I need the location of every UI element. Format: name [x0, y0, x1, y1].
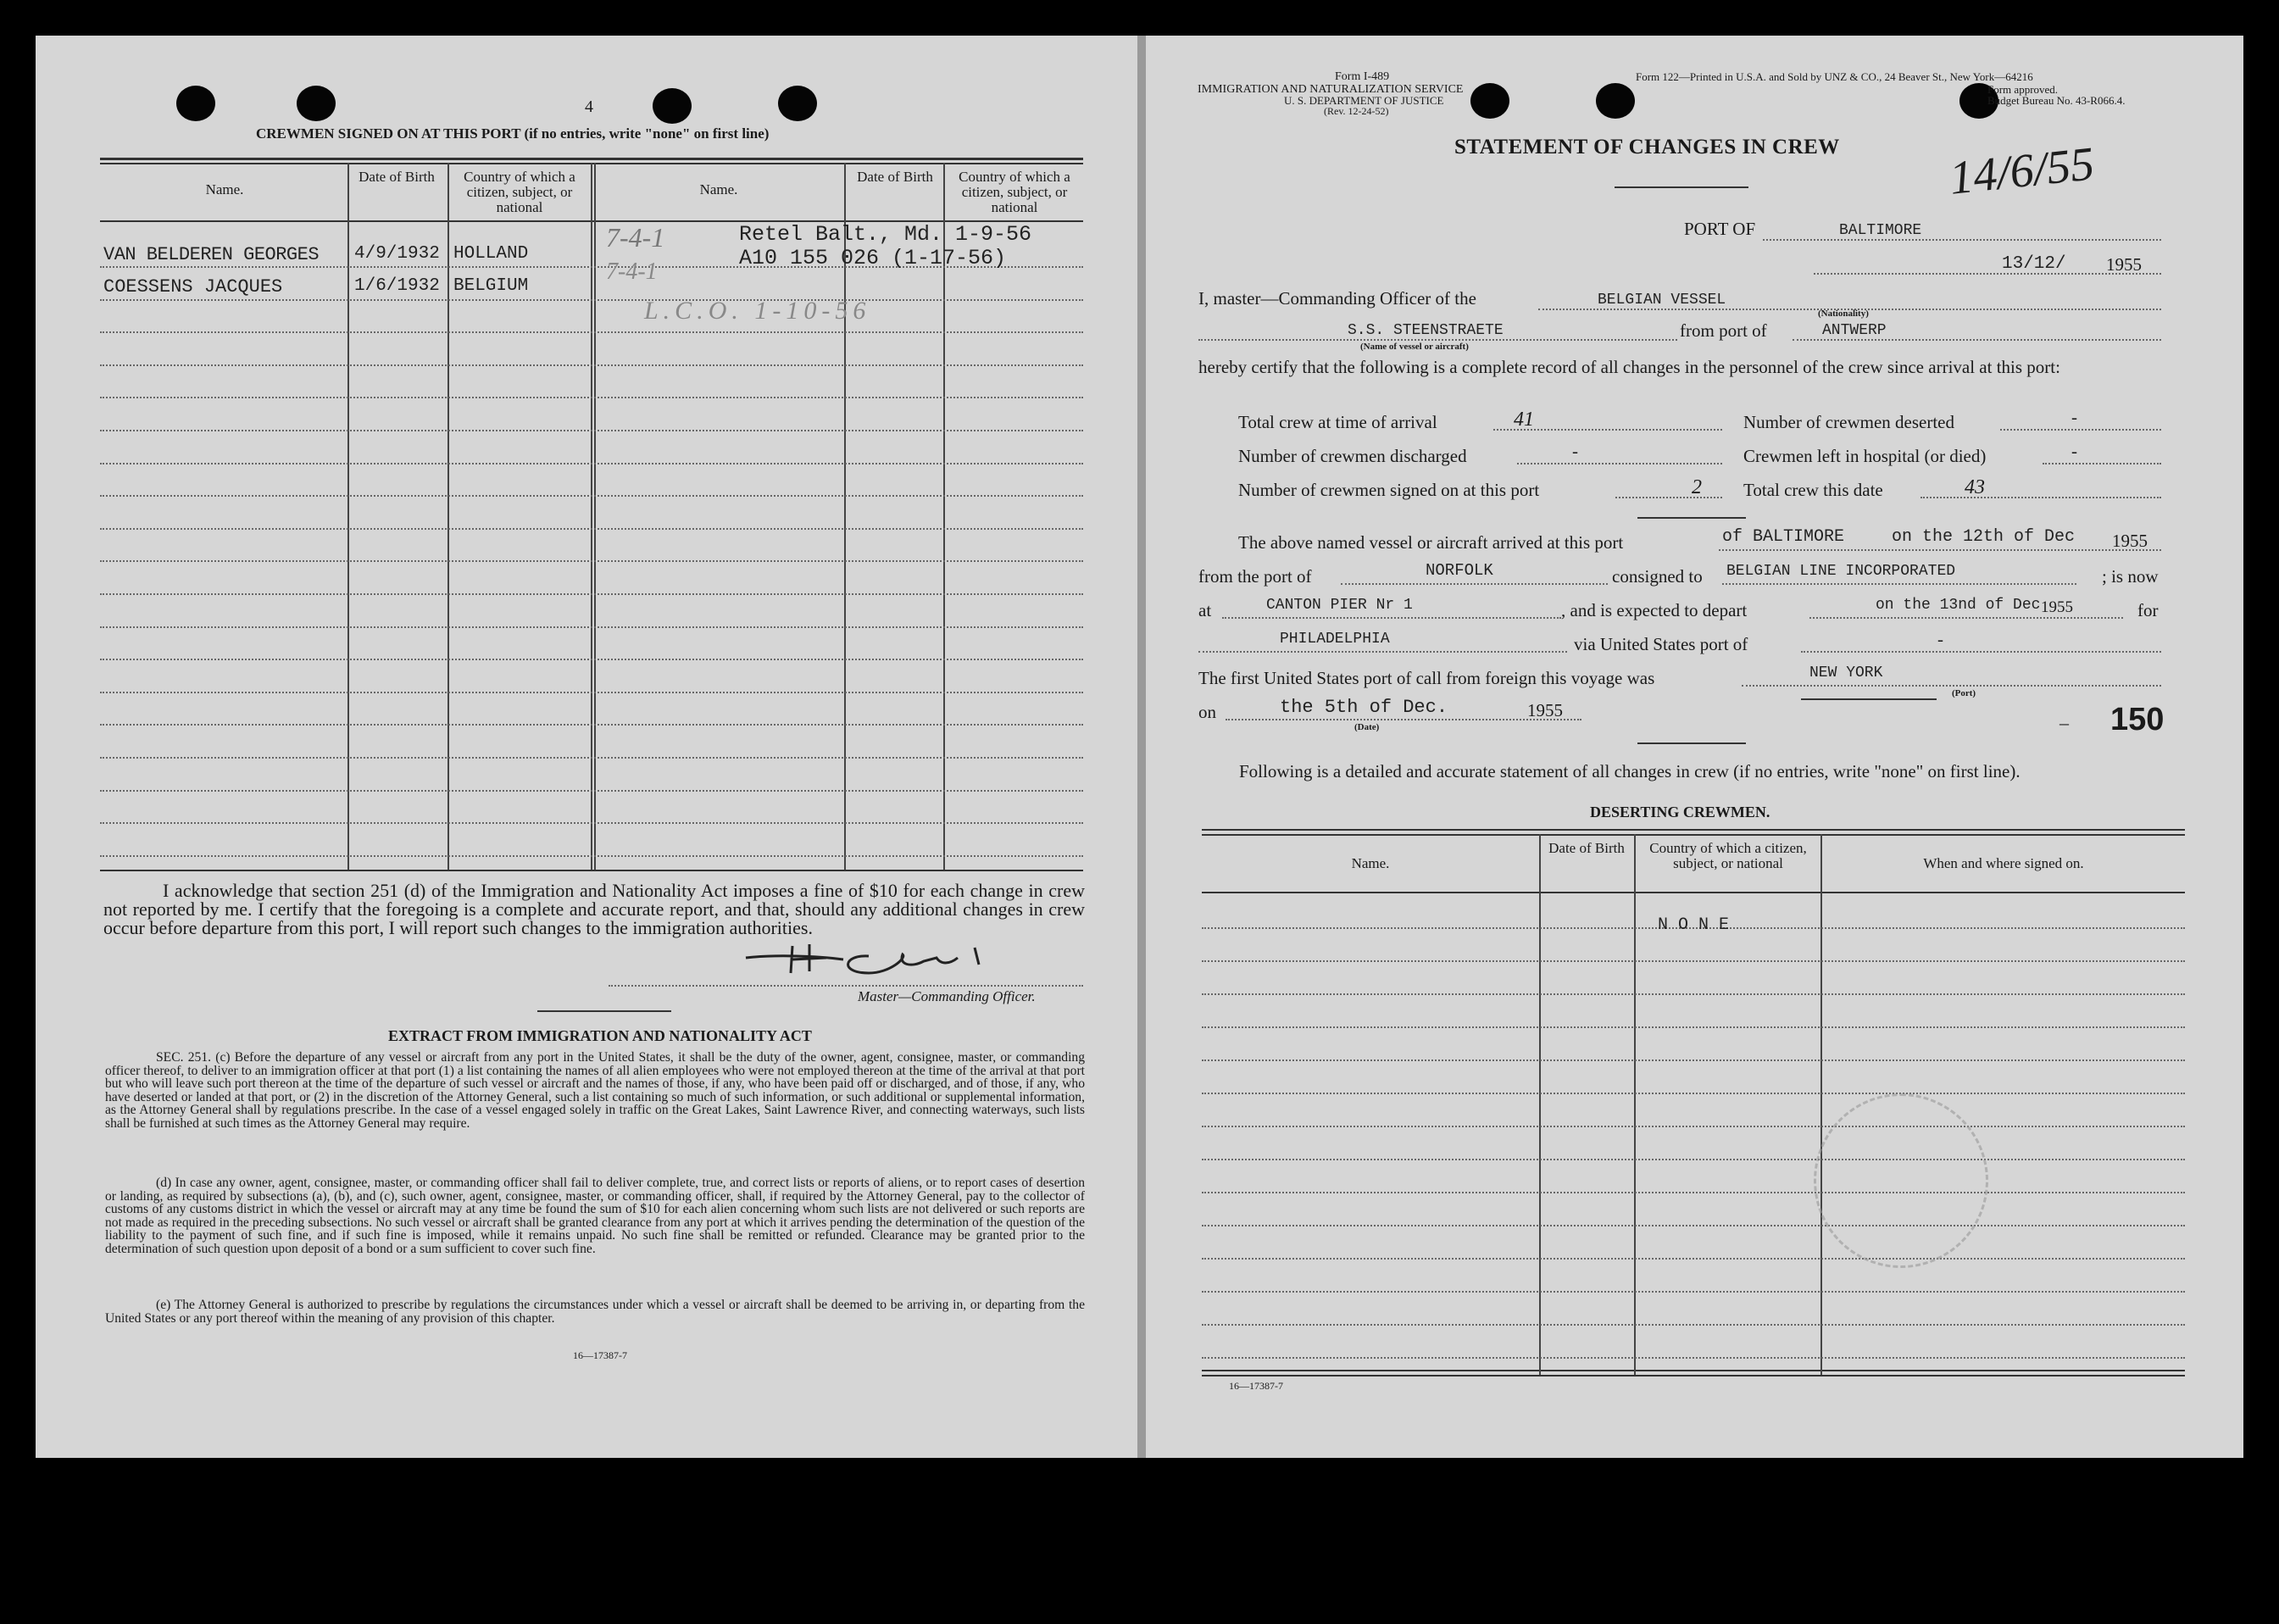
agency: IMMIGRATION AND NATURALIZATION SERVICE	[1198, 83, 1464, 96]
row-rule	[100, 495, 1083, 497]
vessel-caption: (Name of vessel or aircraft)	[1360, 342, 1469, 352]
row-rule	[100, 822, 1083, 824]
print-code: 16—17387-7	[1229, 1380, 1283, 1392]
row-rule	[1202, 1324, 2185, 1326]
total-date-label: Total crew this date	[1743, 480, 1883, 500]
port-caption: (Port)	[1952, 688, 1976, 698]
approved-line: Form approved.	[1987, 83, 2059, 96]
row-rule	[100, 724, 1083, 726]
from-port-value: ANTWERP	[1822, 322, 1887, 339]
is-now-label: ; is now	[2102, 566, 2159, 587]
row-rule	[1202, 1093, 2185, 1094]
handwritten-note: L.C.O. 1-10-56	[644, 297, 871, 325]
handwritten-note: 7-4-1	[606, 259, 658, 285]
signature-caption: Master—Commanding Officer.	[858, 988, 1036, 1004]
col-name-header: Name.	[1351, 855, 1390, 871]
extract-section-e: (e) The Attorney General is authorized to prescribe by regulations the circumstances under which a vessel or aircraft shall be deemed to be arriving in, or departing from the United States or any port thereof within the meaning of any provision of this chapter.	[105, 1298, 1085, 1326]
on-value: the 5th of Dec.	[1280, 697, 1448, 718]
row-rule	[100, 626, 1083, 628]
row-rule	[100, 331, 1083, 333]
consigned-label: consigned to	[1612, 566, 1703, 587]
col-dob-header: Date of Birth	[857, 169, 933, 185]
port-value: BALTIMORE	[1839, 222, 1922, 239]
hospital-value: -	[2071, 441, 2077, 461]
crew-name: COESSENS JACQUES	[103, 276, 283, 298]
col-dob-header: Date of Birth	[1548, 840, 1625, 856]
port-label: PORT OF	[1684, 219, 1756, 239]
row-rule	[1202, 1357, 2185, 1359]
via-value: -	[1937, 629, 1943, 649]
row-rule	[100, 364, 1083, 366]
annotation-line: Retel Balt., Md. 1-9-56	[739, 222, 1032, 247]
date-caption: (Date)	[1354, 722, 1380, 732]
col-country-header: Country of which a citizen, subject, or national	[1649, 840, 1807, 871]
crew-dob: 4/9/1932	[354, 244, 440, 264]
total-arrival-value: 41	[1514, 409, 1534, 431]
row-rule	[100, 593, 1083, 595]
row-rule	[1202, 1192, 2185, 1193]
punch-hole	[778, 86, 817, 121]
right-page	[1146, 36, 2243, 1458]
row-rule	[1202, 1126, 2185, 1127]
first-port-label: The first United States port of call from foreign this voyage was	[1198, 668, 1655, 688]
col-country-header: Country of which a citizen, subject, or national	[959, 169, 1070, 215]
row-rule	[1202, 1225, 2185, 1226]
punch-hole	[176, 86, 215, 121]
for-value: PHILADELPHIA	[1280, 631, 1390, 648]
crew-dob: 1/6/1932	[354, 276, 440, 296]
expected-label: , and is expected to depart	[1561, 600, 1748, 620]
revision: (Rev. 12-24-52)	[1324, 105, 1389, 117]
arrived-year: 1955	[2112, 531, 2148, 551]
row-rule	[100, 692, 1083, 693]
first-port-value: NEW YORK	[1809, 665, 1883, 681]
following-text: Following is a detailed and accurate statement of all changes in crew (if no entries, write "none" on first line).	[1239, 761, 2021, 781]
acknowledgement-text: I acknowledge that section 251 (d) of the Immigration and Nationality Act imposes a fine of $10 for each change in crew not reported by me. I certify that the foregoing is a complete and accurate report, and that, should any additional changes in crew occur before departure from this port, I will report such changes to the immigration authorities.	[103, 880, 1085, 938]
hospital-label: Crewmen left in hospital (or died)	[1743, 446, 1987, 466]
report-year: 1955	[2106, 254, 2142, 275]
master-label: I, master—Commanding Officer of the	[1198, 288, 1476, 309]
extract-section-d: (d) In case any owner, agent, consignee, master, or commanding officer shall fail to deliver complete, true, and correct lists or reports of aliens, or to report cases of desertion or landing, as required by subsections (a), (b), and (c), such owner, agent, consignee, master, or commanding officer, shall, if required by the Attorney General, pay to the collector of customs of any customs district in which the vessel or aircraft may at any time be found the sum of $10 for each alien concerning whom such lists are not delivered or such reports are not made as required in the preceding subsections. No such vessel or aircraft shall be granted clearance from any port at which it arrives pending the determination of the question of the liability to the payment of such fine, and if such fine is imposed, while it remains unpaid. No such fine shall be remitted or refunded. Clearance may be granted prior to the determination of such question upon deposit of a bond or a sum sufficient to cover such fine.	[105, 1176, 1085, 1256]
col-signed-header: When and where signed on.	[1923, 855, 2084, 871]
row-rule	[100, 528, 1083, 530]
handwritten-date: 14/6/55	[1947, 137, 2097, 205]
crew-country: HOLLAND	[453, 244, 529, 264]
row-rule	[1202, 1026, 2185, 1028]
nationality-caption: (Nationality)	[1818, 309, 1869, 319]
col-name-header: Name.	[205, 181, 244, 197]
printer-line: Form 122—Printed in U.S.A. and Sold by UNZ & CO., 24 Beaver St., New York—64216	[1636, 70, 2033, 83]
row-rule	[100, 855, 1083, 857]
via-label: via United States port of	[1574, 634, 1748, 654]
from-label: from the port of	[1198, 566, 1312, 587]
none-entry: N O N E	[1658, 915, 1730, 935]
total-date-value: 43	[1965, 476, 1985, 498]
col-dob-header: Date of Birth	[359, 169, 435, 185]
row-rule	[100, 430, 1083, 431]
signed-on-label: Number of crewmen signed on at this port	[1238, 480, 1540, 500]
discharged-label: Number of crewmen discharged	[1238, 446, 1467, 466]
row-rule	[1202, 993, 2185, 995]
vessel-name: S.S. STEENSTRAETE	[1348, 322, 1504, 339]
consigned-value: BELGIAN LINE INCORPORATED	[1726, 563, 1956, 580]
row-rule	[100, 560, 1083, 562]
deserted-label: Number of crewmen deserted	[1743, 412, 1954, 432]
crew-name: VAN BELDEREN GEORGES	[103, 244, 320, 265]
from-port-label: from port of	[1680, 320, 1767, 341]
row-rule	[100, 299, 1083, 301]
vessel-nationality: BELGIAN VESSEL	[1598, 292, 1726, 309]
row-rule	[1202, 1258, 2185, 1260]
on-year: 1955	[1527, 700, 1563, 720]
handwritten-number: 150	[2110, 702, 2165, 737]
section-title: CREWMEN SIGNED ON AT THIS PORT (if no entries, write "none" on first line)	[256, 125, 770, 142]
page-number: 4	[585, 97, 593, 116]
arrived-on: on the 12th of Dec	[1892, 527, 2076, 547]
from-value: NORFOLK	[1426, 561, 1493, 580]
dash-mark: –	[2059, 712, 2069, 733]
crew-country: BELGIUM	[453, 276, 529, 296]
certify-text: hereby certify that the following is a complete record of all changes in the personnel of the crew since arrival at this port:	[1198, 357, 2060, 377]
row-rule	[100, 463, 1083, 464]
master-signature	[742, 939, 1013, 990]
row-rule	[1202, 960, 2185, 962]
annotation-line: A10 155 026 (1-17-56)	[739, 246, 1007, 270]
handwritten-note: 7-4-1	[606, 222, 665, 253]
col-country-header: Country of which a citizen, subject, or national	[464, 169, 575, 215]
extract-title: EXTRACT FROM IMMIGRATION AND NATIONALITY ACT	[388, 1027, 812, 1044]
punch-hole	[1596, 83, 1635, 119]
for-label: for	[2137, 600, 2159, 620]
discharged-value: -	[1572, 441, 1578, 461]
at-label: at	[1198, 600, 1212, 620]
row-rule	[100, 397, 1083, 398]
report-date: 13/12/	[2002, 254, 2066, 274]
row-rule	[100, 790, 1083, 792]
on-label: on	[1198, 702, 1216, 722]
punch-hole	[653, 88, 692, 124]
extract-section-c: SEC. 251. (c) Before the departure of any vessel or aircraft from any port in the United States, it shall be the duty of the owner, agent, consignee, master, or commanding officer thereof, to deliver to an immigration officer at that port (1) a list containing the names of all alien employees who were not employed thereon at the time of the arrival at that port but who will leave such port thereon at the time of the departure of such vessel or aircraft and the names of those, if any, who have been paid off or discharged, and of those, if any, who have deserted or landed at that port, or (2) in the discretion of the Attorney General, such a list containing so much of such information, or such additional or supplemental information, as the Attorney General shall by regulations prescribe. In the case of a vessel engaged solely in traffic on the Great Lakes, Saint Lawrence River, and connecting waterways, such lists shall be furnished at such times as the Attorney General may require.	[105, 1050, 1085, 1131]
col-name-header: Name.	[699, 181, 738, 197]
binding-spine	[1137, 36, 1146, 1458]
depart-value: on the 13nd of Dec	[1876, 597, 2041, 614]
total-arrival-label: Total crew at time of arrival	[1238, 412, 1437, 432]
form-title: STATEMENT OF CHANGES IN CREW	[1454, 136, 1840, 159]
arrived-label: The above named vessel or aircraft arrived at this port	[1238, 532, 1624, 553]
form-number: Form I-489	[1335, 70, 1390, 83]
arrived-port: of BALTIMORE	[1722, 527, 1845, 547]
row-rule	[100, 659, 1083, 660]
print-code: 16—17387-7	[573, 1349, 627, 1361]
deserted-value: -	[2071, 407, 2077, 427]
faded-stamp	[1814, 1093, 1988, 1268]
row-rule	[1202, 1059, 2185, 1061]
approved-line: Budget Bureau No. 43-R066.4.	[1987, 94, 2126, 107]
department: U. S. DEPARTMENT OF JUSTICE	[1284, 94, 1444, 107]
deserting-title: DESERTING CREWMEN.	[1590, 804, 1770, 820]
punch-hole	[1470, 83, 1509, 119]
row-rule	[1202, 1159, 2185, 1160]
row-rule	[100, 757, 1083, 759]
signed-on-value: 2	[1692, 476, 1702, 498]
punch-hole	[297, 86, 336, 121]
at-value: CANTON PIER Nr 1	[1266, 597, 1413, 614]
row-rule	[1202, 1291, 2185, 1293]
depart-year: 1955	[2041, 598, 2073, 616]
